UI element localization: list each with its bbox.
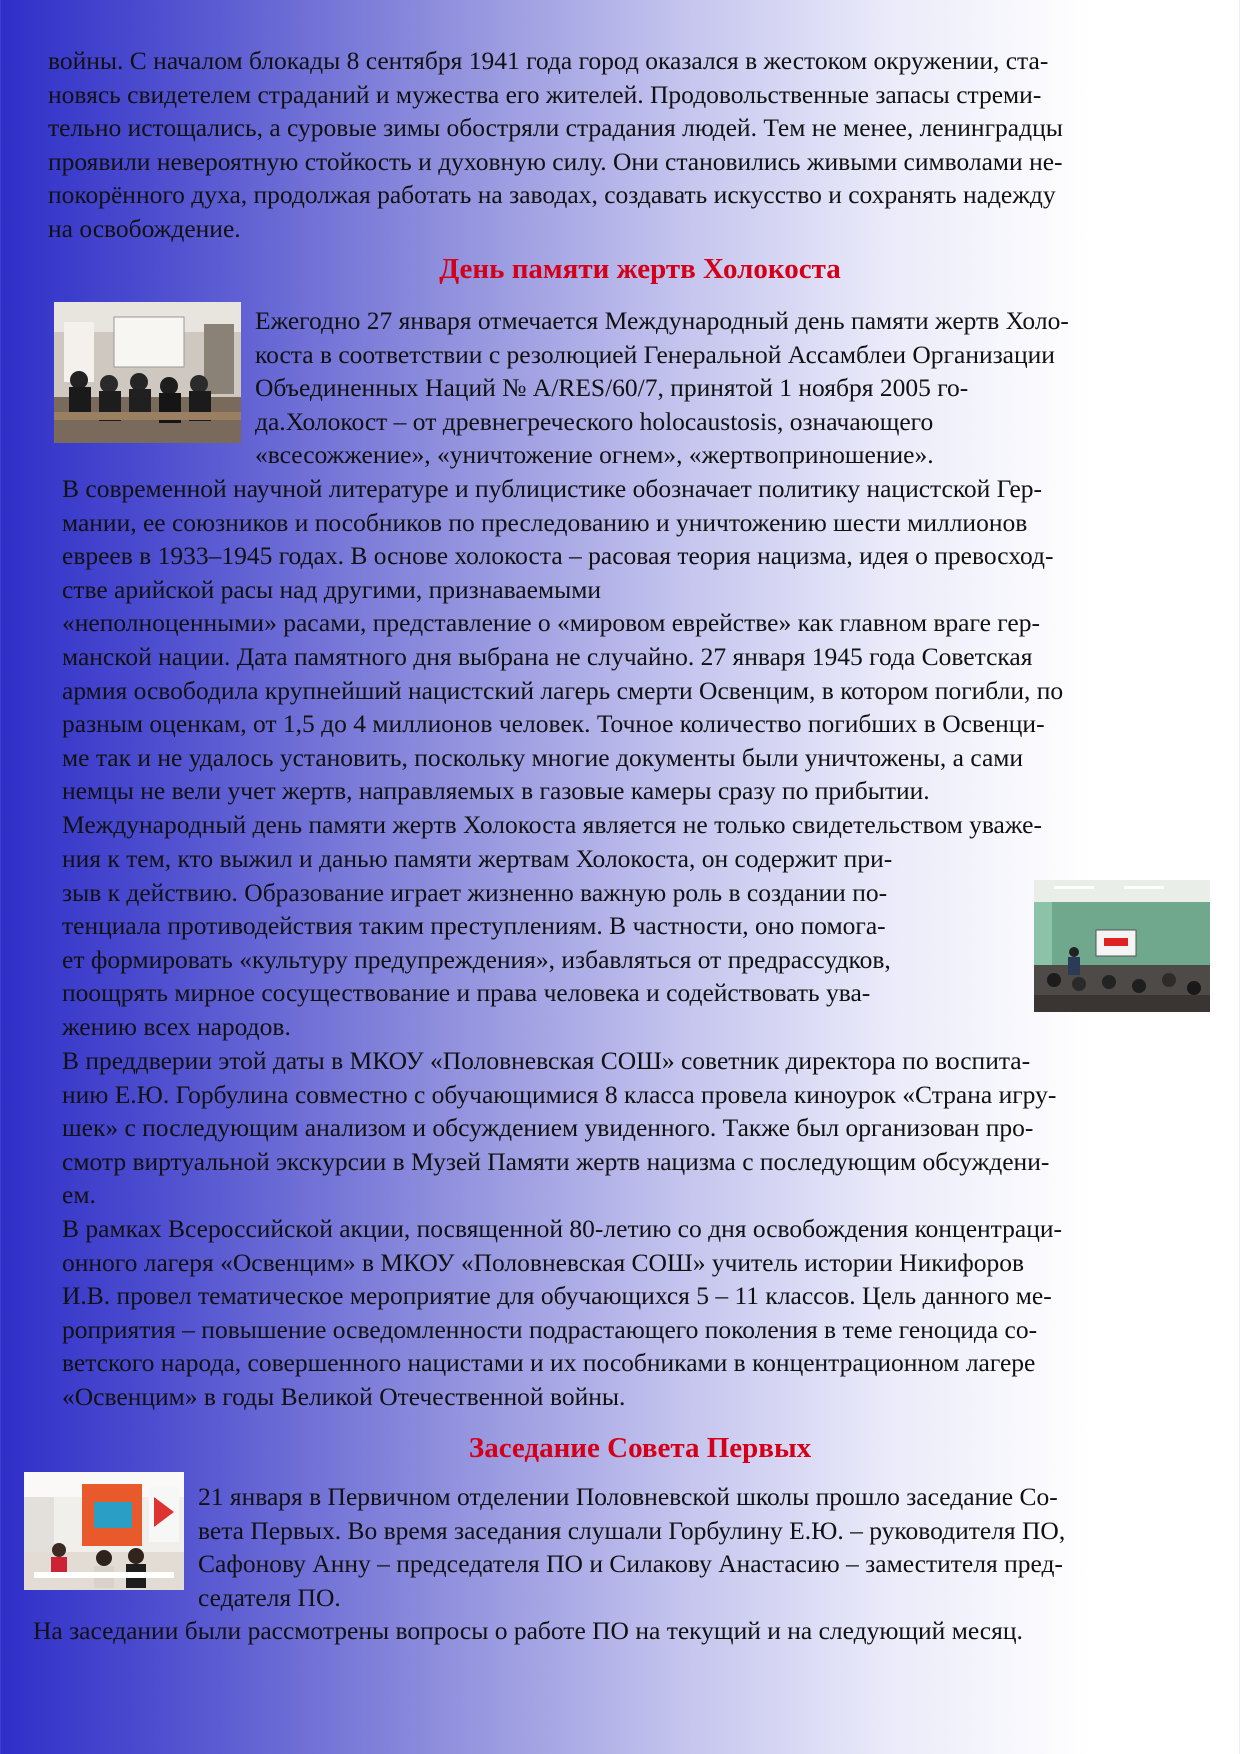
text-line: разным оценкам, от 1,5 до 4 миллионов человек. Точное количество погибших в Освенци- [62, 709, 1045, 739]
text-line: новясь свидетелем страданий и мужества его жителей. Продовольственные запасы стреми- [48, 79, 1042, 109]
text-line: немцы не вели учет жертв, направляемых в газовые камеры сразу по прибытии. [62, 776, 930, 806]
text-line: ния к тем, кто выжил и данью памяти жертвам Холокоста, он содержит при- [62, 844, 893, 873]
text-line: шек» с последующим анализом и обсуждением увиденного. Также был организован про- [62, 1113, 1034, 1143]
text-line: онного лагеря «Освенцим» в МКОУ «Половневская СОШ» учитель истории Никифоров [62, 1247, 1025, 1277]
text-line: «неполноценными» расами, представление о «мировом еврействе» как главном враге гер- [62, 608, 1040, 638]
text-line: на освобождение. [48, 213, 241, 243]
text-line: Объединенных Наций № A/RES/60/7, принятой 1 ноября 2005 го- [255, 373, 969, 403]
text-line: Международный день памяти жертв Холокоста является не только свидетельством уваже- [62, 809, 1042, 839]
text-line: вета Первых. Во время заседания слушали Горбулину Е.Ю. – руководителя ПО, [198, 1515, 1066, 1545]
text-line: Сафонову Анну – председателя ПО и Силакову Анастасию – заместителя пред- [198, 1549, 1063, 1579]
text-line: 21 января в Первичном отделении Половневской школы прошло заседание Со- [198, 1482, 1058, 1511]
council-heading: Заседание Совета Первых [468, 1432, 812, 1464]
text-line: жению всех народов. [62, 1011, 291, 1041]
text-line: ме так и не удалось установить, поскольку многие документы были уничтожены, а сами [62, 742, 1024, 772]
text-line: евреев в 1933–1945 годах. В основе холокоста – расовая теория нацизма, идея о превосход- [62, 541, 1054, 571]
classroom-photo [54, 302, 241, 443]
intro-paragraph [48, 44, 1063, 246]
council-wrap-paragraph [198, 1480, 1065, 1614]
text-line: В рамках Всероссийской акции, посвященной 80-летию со дня освобождения концентраци- [62, 1213, 1062, 1243]
text-line: зыв к действию. Образование играет жизненно важную роль в создании по- [62, 877, 888, 907]
holocaust-wrap-paragraph-1 [255, 304, 1069, 472]
holocaust-body-paragraph-2 [62, 1044, 1062, 1414]
text-line: стве арийской расы над другими, признаваемыми [62, 574, 602, 604]
text-line: покорённого духа, продолжая работать на заводах, создавать искусство и сохранять надежду [48, 180, 1056, 210]
holocaust-heading: День памяти жертв Холокоста [439, 253, 841, 285]
council-body-paragraph [33, 1614, 1023, 1648]
text-line: роприятия – повышение осведомленности подрастающего поколения в теме геноцида со- [62, 1314, 1038, 1344]
text-line: На заседании были рассмотрены вопросы о работе ПО на текущий и на следующий месяц. [33, 1616, 1023, 1645]
text-line: тенциала противодействия таким преступлениям. В частности, оно помога- [62, 911, 886, 941]
holocaust-wrap-paragraph-2 [62, 842, 892, 1044]
text-line: седателя ПО. [198, 1582, 341, 1612]
text-line: да.Холокост – от древнегреческого holocaustosis, означающего [255, 406, 934, 436]
text-line: Ежегодно 27 января отмечается Международный день памяти жертв Холо- [255, 306, 1069, 335]
text-line: манской нации. Дата памятного дня выбрана не случайно. 27 января 1945 года Советская [62, 641, 1033, 671]
text-line: мании, ее союзников и пособников по преследованию и уничтожению шести миллионов [62, 507, 1028, 537]
meeting-photo [24, 1472, 184, 1590]
text-line: поощрять мирное сосуществование и права человека и содействовать ува- [62, 978, 871, 1008]
text-line: коста в соответствии с резолюцией Генеральной Ассамблеи Организации [255, 339, 1055, 369]
text-line: проявили невероятную стойкость и духовную силу. Они становились живыми символами не- [48, 146, 1063, 176]
lecture-photo [1034, 880, 1210, 1012]
text-line: войны. С началом блокады 8 сентября 1941 года город оказался в жестоком окружении, ста- [48, 46, 1049, 75]
text-line: тельно истощались, а суровые зимы обостряли страдания людей. Тем не менее, ленинградцы [48, 113, 1063, 143]
text-line: В преддверии этой даты в МКОУ «Половневская СОШ» советник директора по воспита- [62, 1046, 1031, 1075]
text-line: ет формировать «культуру предупреждения», избавляться от предрассудков, [62, 944, 891, 974]
text-line: «всесожжение», «уничтожение огнем», «жертвоприношение». [255, 440, 934, 470]
text-line: армия освободила крупнейший нацистский лагерь смерти Освенцим, в котором погибли, по [62, 675, 1064, 705]
text-line: нию Е.Ю. Горбулина совместно с обучающимися 8 класса провела киноурок «Страна игру- [62, 1079, 1057, 1109]
text-line: И.В. провел тематическое мероприятие для обучающихся 5 – 11 классов. Цель данного ме- [62, 1281, 1052, 1311]
text-line: смотр виртуальной экскурсии в Музей Памяти жертв нацизма с последующим обсуждени- [62, 1146, 1050, 1176]
text-line: В современной научной литературе и публицистике обозначает политику нацистской Гер- [62, 474, 1043, 503]
holocaust-body-paragraph-1 [62, 472, 1063, 842]
text-line: «Освенцим» в годы Великой Отечественной войны. [62, 1381, 626, 1411]
text-line: ветского народа, совершенного нацистами и их пособниками в концентрационном лагере [62, 1348, 1036, 1378]
text-line: ем. [62, 1180, 96, 1210]
